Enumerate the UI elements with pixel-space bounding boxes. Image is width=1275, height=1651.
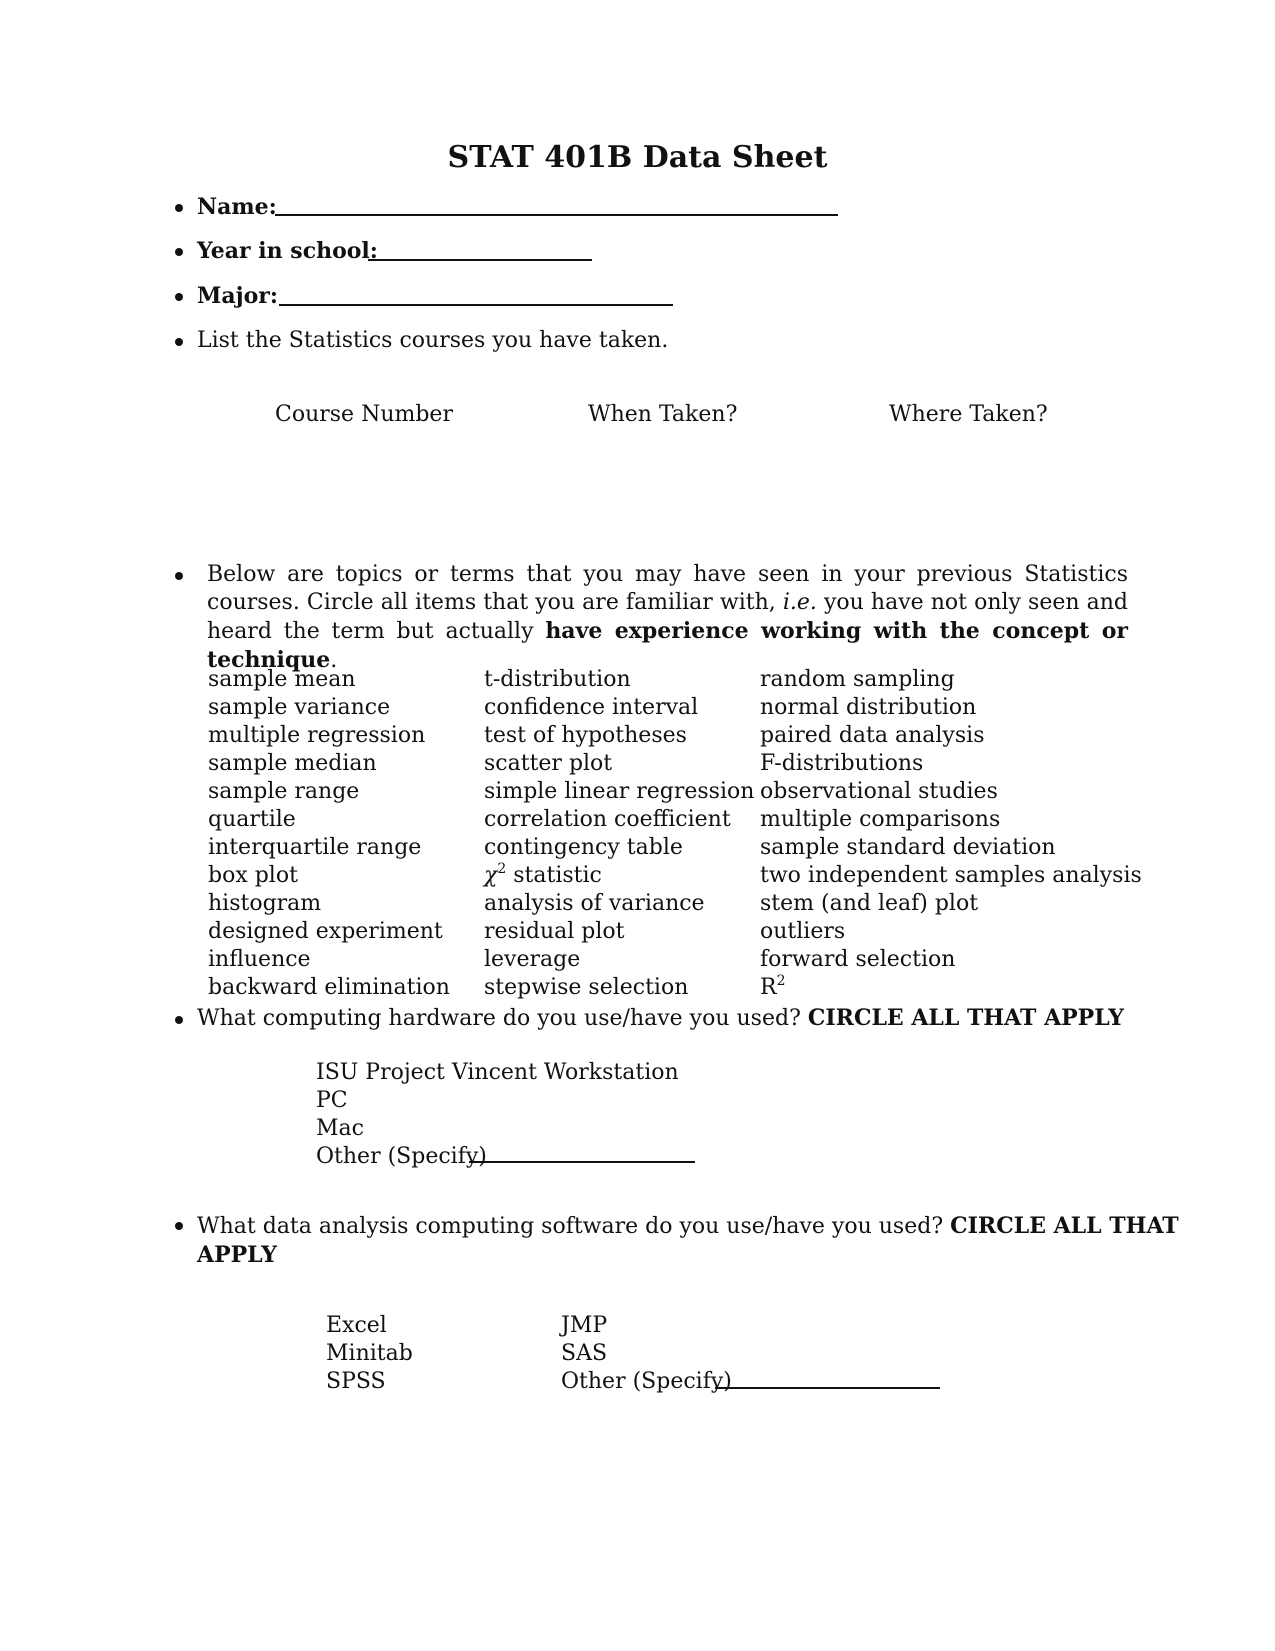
software-option[interactable]: JMP bbox=[561, 1313, 608, 1338]
bullet-icon bbox=[175, 572, 183, 580]
list-item[interactable]: random sampling bbox=[760, 667, 955, 692]
bullet-icon bbox=[175, 204, 183, 212]
list-item-chi-squared[interactable]: $\chi^2$ statistic bbox=[484, 861, 602, 888]
list-item[interactable]: t-distribution bbox=[484, 667, 631, 692]
list-item[interactable]: contingency table bbox=[484, 835, 683, 860]
where-taken-header: Where Taken? bbox=[889, 402, 1048, 427]
bullet-icon bbox=[175, 248, 183, 256]
bullet-icon bbox=[175, 1222, 183, 1230]
list-item[interactable]: sample range bbox=[208, 779, 360, 804]
list-item[interactable]: leverage bbox=[484, 947, 581, 972]
software-option[interactable]: SAS bbox=[561, 1341, 608, 1366]
list-item[interactable]: test of hypotheses bbox=[484, 723, 687, 748]
year-label: Year in school: bbox=[197, 238, 378, 264]
list-item[interactable]: normal distribution bbox=[760, 695, 977, 720]
list-item[interactable]: stepwise selection bbox=[484, 975, 689, 1000]
hardware-question: What computing hardware do you use/have you used? CIRCLE ALL THAT APPLY bbox=[197, 1005, 1124, 1031]
list-item[interactable]: sample median bbox=[208, 751, 377, 776]
hardware-option[interactable]: PC bbox=[316, 1088, 348, 1113]
software-column-2 bbox=[561, 1312, 732, 1396]
list-item[interactable]: F-distributions bbox=[760, 751, 924, 776]
list-item[interactable]: box plot bbox=[208, 863, 298, 888]
software-option-other[interactable]: Other (Specify) bbox=[561, 1369, 732, 1394]
hardware-option[interactable]: ISU Project Vincent Workstation bbox=[316, 1060, 679, 1085]
topics-column-2 bbox=[484, 666, 754, 1002]
major-label: Major: bbox=[197, 283, 278, 309]
topics-intro: Below are topics or terms that you may have seen in your previous Statistics courses. Circle all items that you are familiar with, i.e. you have not only seen and heard the term but actually have experience working with the concept or technique. bbox=[207, 562, 1128, 673]
list-item[interactable]: influence bbox=[208, 947, 311, 972]
list-item[interactable]: simple linear regression bbox=[484, 779, 755, 804]
list-item[interactable]: histogram bbox=[208, 891, 322, 916]
list-item[interactable]: residual plot bbox=[484, 919, 625, 944]
topics-column-1 bbox=[208, 666, 450, 1002]
list-item[interactable]: sample mean bbox=[208, 667, 356, 692]
name-field[interactable] bbox=[275, 214, 838, 216]
page-title: STAT 401B Data Sheet bbox=[447, 140, 828, 175]
major-field[interactable] bbox=[279, 304, 673, 306]
list-item[interactable]: forward selection bbox=[760, 947, 956, 972]
software-column-1 bbox=[326, 1312, 413, 1396]
list-item[interactable]: sample standard deviation bbox=[760, 835, 1056, 860]
software-other-field[interactable] bbox=[715, 1387, 940, 1389]
list-item[interactable]: scatter plot bbox=[484, 751, 613, 776]
list-item[interactable]: sample variance bbox=[208, 695, 391, 720]
list-item[interactable]: multiple regression bbox=[208, 723, 426, 748]
when-taken-header: When Taken? bbox=[588, 402, 738, 427]
software-question: What data analysis computing software do you use/have you used? CIRCLE ALL THAT APPLY bbox=[197, 1213, 1179, 1268]
name-label: Name: bbox=[197, 194, 277, 220]
hardware-option-other[interactable]: Other (Specify) bbox=[316, 1144, 487, 1169]
bullet-icon bbox=[175, 1016, 183, 1024]
course-number-header: Course Number bbox=[275, 402, 453, 427]
list-item[interactable]: confidence interval bbox=[484, 695, 699, 720]
list-item[interactable]: quartile bbox=[208, 807, 296, 832]
list-item[interactable]: backward elimination bbox=[208, 975, 450, 1000]
hardware-options bbox=[316, 1059, 679, 1171]
software-option[interactable]: SPSS bbox=[326, 1369, 386, 1394]
list-item[interactable]: correlation coefficient bbox=[484, 807, 731, 832]
list-item[interactable]: two independent samples analysis bbox=[760, 863, 1142, 888]
list-item[interactable]: analysis of variance bbox=[484, 891, 705, 916]
topics-column-3 bbox=[760, 666, 1142, 1002]
list-item[interactable]: multiple comparisons bbox=[760, 807, 1001, 832]
hardware-option[interactable]: Mac bbox=[316, 1116, 364, 1141]
list-item-r-squared[interactable]: $R^2$ bbox=[760, 973, 786, 1000]
list-item[interactable]: interquartile range bbox=[208, 835, 422, 860]
software-option[interactable]: Minitab bbox=[326, 1341, 413, 1366]
hardware-other-field[interactable] bbox=[469, 1161, 695, 1163]
list-item[interactable]: outliers bbox=[760, 919, 846, 944]
list-item[interactable]: stem (and leaf) plot bbox=[760, 891, 979, 916]
list-item[interactable]: observational studies bbox=[760, 779, 998, 804]
list-item[interactable]: paired data analysis bbox=[760, 723, 985, 748]
bullet-icon bbox=[175, 338, 183, 346]
courses-prompt: List the Statistics courses you have taken. bbox=[197, 328, 669, 353]
bullet-icon bbox=[175, 293, 183, 301]
software-option[interactable]: Excel bbox=[326, 1313, 387, 1338]
year-field[interactable] bbox=[368, 259, 592, 261]
list-item[interactable]: designed experiment bbox=[208, 919, 443, 944]
